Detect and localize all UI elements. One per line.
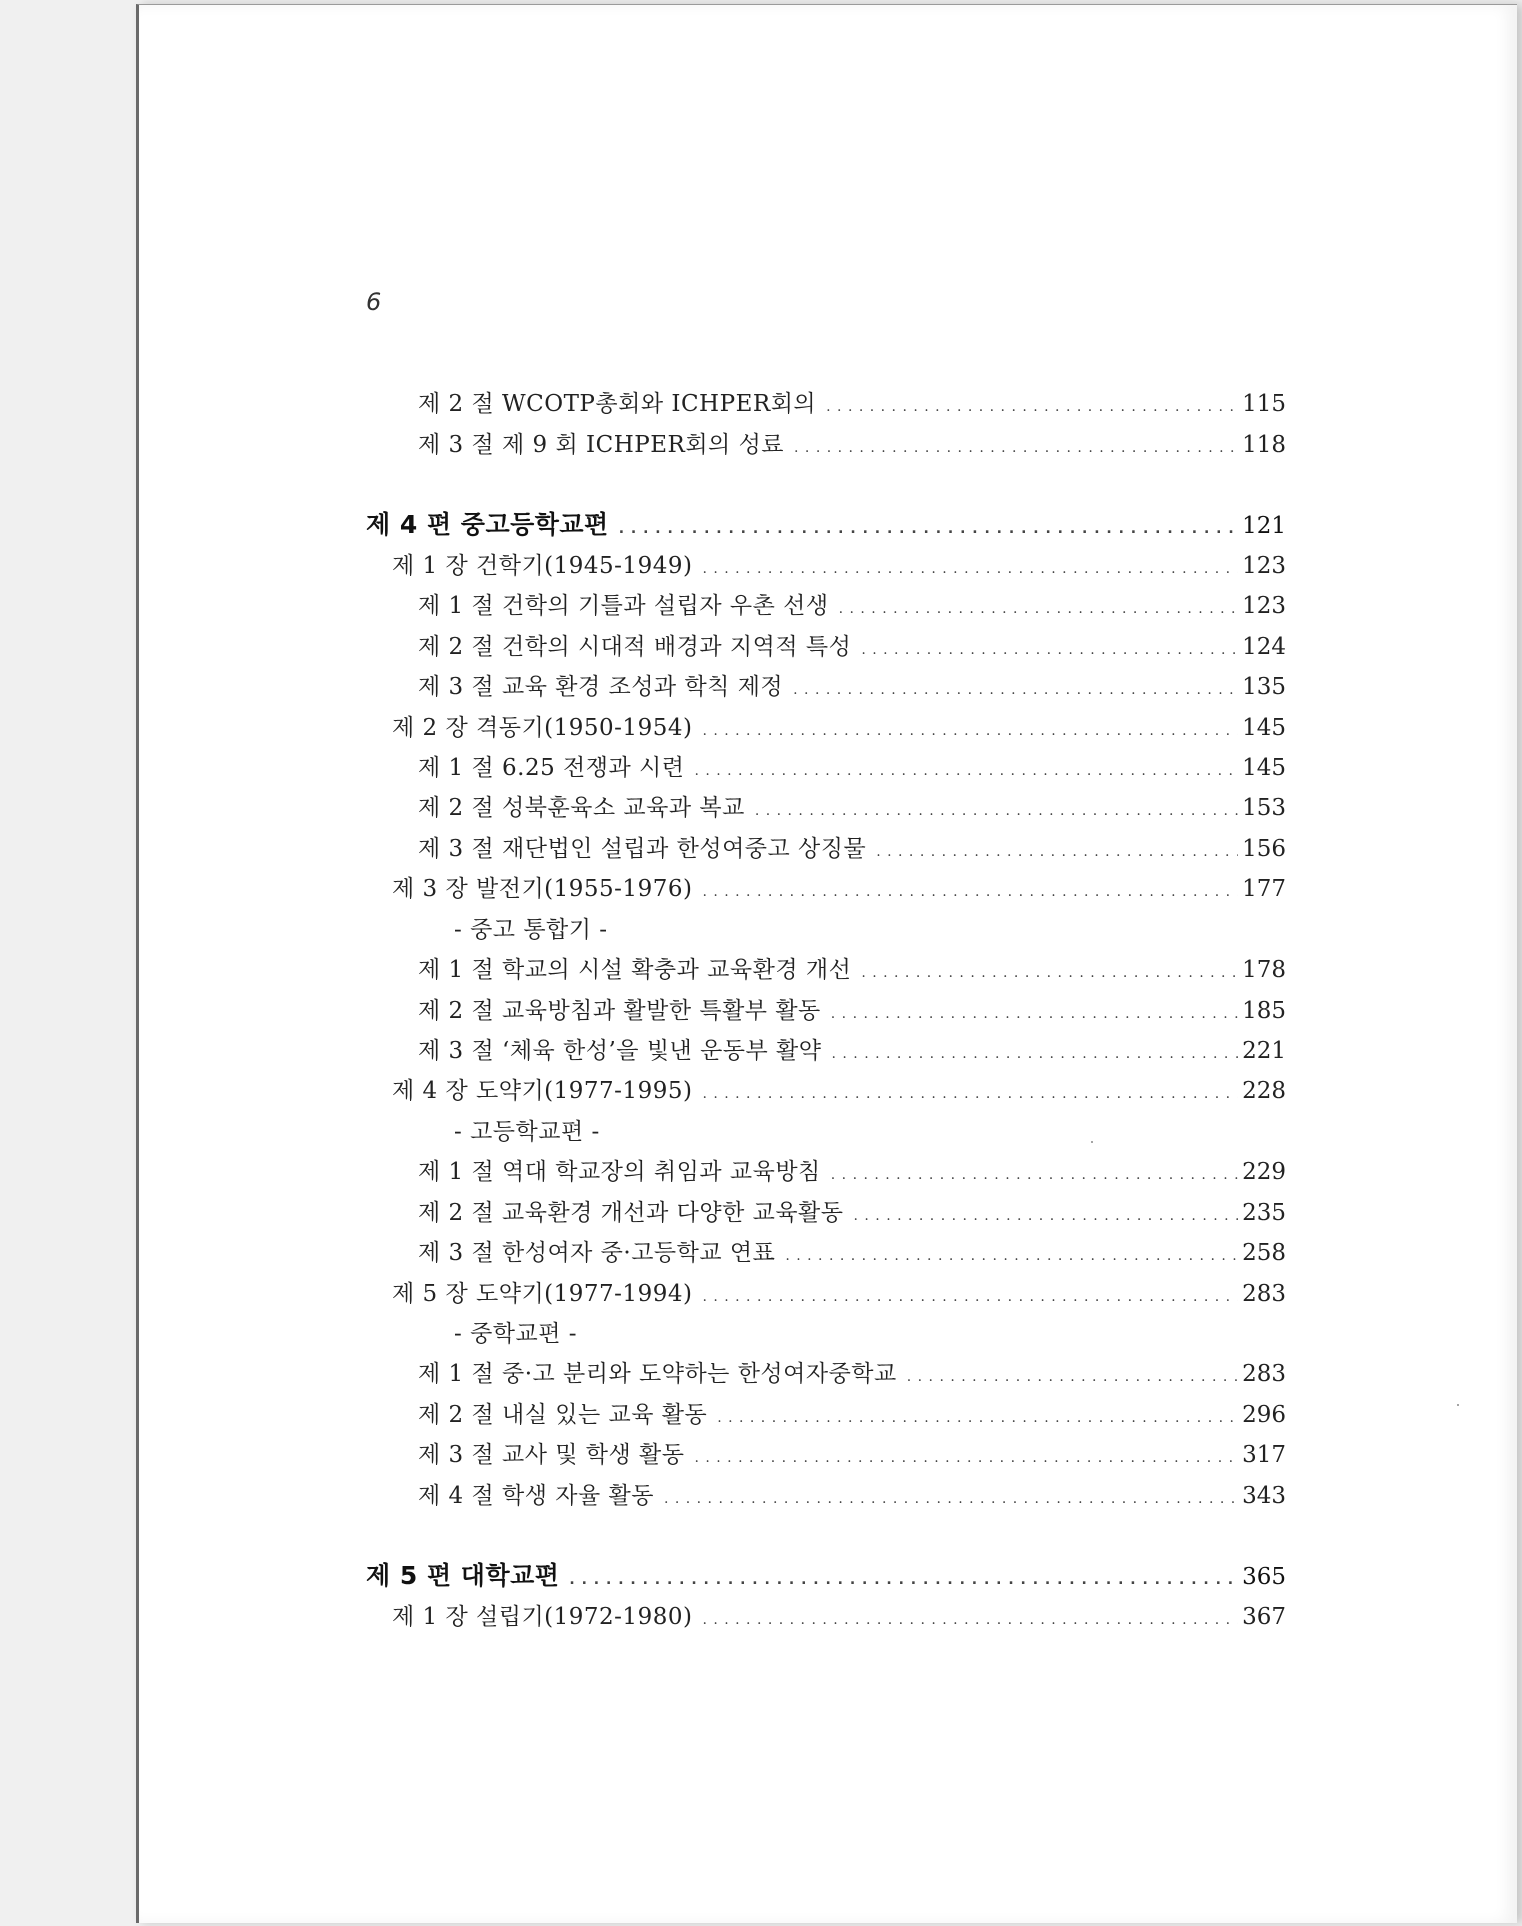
dot-leader	[861, 630, 1238, 670]
toc-entry-page: 121	[1242, 513, 1286, 539]
toc-section-entry	[418, 667, 1286, 707]
toc-entry-page: 185	[1242, 998, 1286, 1024]
dot-leader	[793, 670, 1238, 710]
dot-leader	[717, 1398, 1238, 1438]
toc-entry-page: 118	[1242, 432, 1286, 458]
toc-section-entry	[418, 1152, 1286, 1192]
toc-entry-title: 제 4 절 학생 자율 활동	[418, 1483, 654, 1509]
toc-entry-title: 제 3 절 재단법인 설립과 한성여중고 상징물	[418, 836, 867, 862]
dot-leader	[854, 1196, 1239, 1236]
toc-part-entry	[366, 505, 1286, 545]
toc-entry-page: 156	[1242, 836, 1286, 862]
toc-entry-title: 제 1 절 6.25 전쟁과 시련	[418, 755, 685, 781]
toc-entry-page: 145	[1242, 755, 1286, 781]
toc-entry-title: 제 2 절 교육환경 개선과 다양한 교육활동	[418, 1200, 844, 1226]
dot-leader	[702, 711, 1238, 751]
toc-entry-page: 135	[1242, 674, 1286, 700]
toc-section-entry	[418, 1193, 1286, 1233]
dot-leader	[694, 1438, 1238, 1478]
dot-leader	[826, 387, 1238, 427]
dot-leader	[569, 1560, 1238, 1600]
toc-entry-title: 제 3 절 한성여자 중·고등학교 연표	[418, 1240, 776, 1266]
dot-leader	[785, 1236, 1238, 1276]
toc-entry-title: 제 1 절 학교의 시설 확충과 교육환경 개선	[418, 957, 852, 983]
toc-subtitle: - 고등학교편 -	[454, 1119, 600, 1145]
toc-entry-page: 343	[1242, 1483, 1286, 1509]
toc-entry-page: 178	[1242, 957, 1286, 983]
toc-entry-title: 제 3 절 ‘체육 한성’을 빛낸 운동부 활약	[418, 1038, 822, 1064]
toc-section-entry	[418, 586, 1286, 626]
toc-entry-page: 258	[1242, 1240, 1286, 1266]
toc-entry-title: 제 1 장 설립기(1972-1980)	[392, 1604, 693, 1630]
toc-entry-title: 제 2 절 교육방침과 활발한 특활부 활동	[418, 998, 821, 1024]
toc-entry-title: 제 2 절 내실 있는 교육 활동	[418, 1402, 708, 1428]
dot-leader	[832, 1034, 1239, 1074]
toc-entry-page: 283	[1242, 1361, 1286, 1387]
toc-entry-title: 제 3 장 발전기(1955-1976)	[392, 876, 693, 902]
toc-entry-title: 제 2 장 격동기(1950-1954)	[392, 715, 693, 741]
toc-entry-page: 153	[1242, 795, 1286, 821]
toc-section-entry	[418, 829, 1286, 869]
dot-leader	[861, 953, 1238, 993]
dot-leader	[907, 1357, 1238, 1397]
toc-entry-title: 제 4 편 중고등학교편	[366, 510, 609, 539]
toc-section-entry	[418, 950, 1286, 990]
toc-section-entry	[418, 384, 1286, 424]
toc-entry-page: 177	[1242, 876, 1286, 902]
toc-entry-title: 제 4 장 도약기(1977-1995)	[392, 1078, 693, 1104]
toc-chapter-entry	[392, 1071, 1286, 1111]
toc-section-entry	[418, 1233, 1286, 1273]
toc-entry-title: 제 5 장 도약기(1977-1994)	[392, 1281, 693, 1307]
toc-chapter-entry	[392, 1597, 1286, 1637]
dot-leader	[839, 589, 1239, 629]
toc-entry-page: 123	[1242, 593, 1286, 619]
toc-section-entry	[418, 1354, 1286, 1394]
toc-entry-page: 317	[1242, 1442, 1286, 1468]
toc-entry-title: 제 1 장 건학기(1945-1949)	[392, 553, 693, 579]
toc-entry-title: 제 1 절 역대 학교장의 취임과 교육방침	[418, 1159, 821, 1185]
toc-entry-page: 221	[1242, 1038, 1286, 1064]
dot-leader	[702, 872, 1238, 912]
toc-section-entry	[418, 748, 1286, 788]
scan-speck	[1091, 1141, 1093, 1143]
toc-section-entry	[418, 1476, 1286, 1516]
toc-entry-title: 제 5 편 대학교편	[366, 1561, 560, 1590]
toc-entry-page: 115	[1242, 391, 1286, 417]
dot-leader	[694, 751, 1238, 791]
toc-section-entry	[418, 788, 1286, 828]
toc-entry-page: 123	[1242, 553, 1286, 579]
scan-speck	[1457, 1404, 1459, 1406]
toc-entry-page: 283	[1242, 1281, 1286, 1307]
dot-leader	[831, 1155, 1238, 1195]
toc-entry-page: 367	[1242, 1604, 1286, 1630]
toc-section-entry	[418, 991, 1286, 1031]
toc-chapter-entry	[392, 546, 1286, 586]
toc-entry-title: 제 1 절 건학의 기틀과 설립자 우촌 선생	[418, 593, 829, 619]
toc-chapter-entry	[392, 708, 1286, 748]
toc-entry-page: 229	[1242, 1159, 1286, 1185]
dot-leader	[702, 1074, 1238, 1114]
toc-chapter-entry	[392, 869, 1286, 909]
dot-leader	[702, 1600, 1238, 1640]
toc-entry-page: 296	[1242, 1402, 1286, 1428]
dot-leader	[702, 1277, 1238, 1317]
dot-leader	[619, 509, 1238, 549]
toc-entry-page: 145	[1242, 715, 1286, 741]
dot-leader	[664, 1479, 1238, 1519]
dot-leader	[831, 994, 1238, 1034]
toc-subtitle: - 중학교편 -	[454, 1321, 578, 1347]
toc-section-entry	[418, 425, 1286, 465]
toc-entry-page: 235	[1242, 1200, 1286, 1226]
toc-subtitle: - 중고 통합기 -	[454, 917, 608, 943]
toc-section-entry	[418, 1435, 1286, 1475]
toc-entry-title: 제 3 절 제 9 회 ICHPER회의 성료	[418, 432, 785, 458]
toc-entry-page: 124	[1242, 634, 1286, 660]
page-number: 6	[366, 288, 382, 316]
toc-section-entry	[418, 1395, 1286, 1435]
toc-entry-title: 제 3 절 교육 환경 조성과 학칙 제정	[418, 674, 784, 700]
toc-entry-page: 228	[1242, 1078, 1286, 1104]
toc-entry-title: 제 1 절 중·고 분리와 도약하는 한성여자중학교	[418, 1361, 897, 1387]
toc-section-entry	[418, 1031, 1286, 1071]
dot-leader	[876, 832, 1238, 872]
toc-entry-title: 제 3 절 교사 및 학생 활동	[418, 1442, 685, 1468]
toc-part-entry	[366, 1556, 1286, 1596]
toc-entry-page: 365	[1242, 1564, 1286, 1590]
toc-chapter-entry	[392, 1274, 1286, 1314]
dot-leader	[794, 428, 1238, 468]
dot-leader	[755, 791, 1238, 831]
toc-entry-title: 제 2 절 성북훈육소 교육과 복교	[418, 795, 745, 821]
toc-section-entry	[418, 627, 1286, 667]
toc-entry-title: 제 2 절 WCOTP총회와 ICHPER회의	[418, 391, 817, 417]
dot-leader	[702, 549, 1238, 589]
toc-entry-title: 제 2 절 건학의 시대적 배경과 지역적 특성	[418, 634, 852, 660]
